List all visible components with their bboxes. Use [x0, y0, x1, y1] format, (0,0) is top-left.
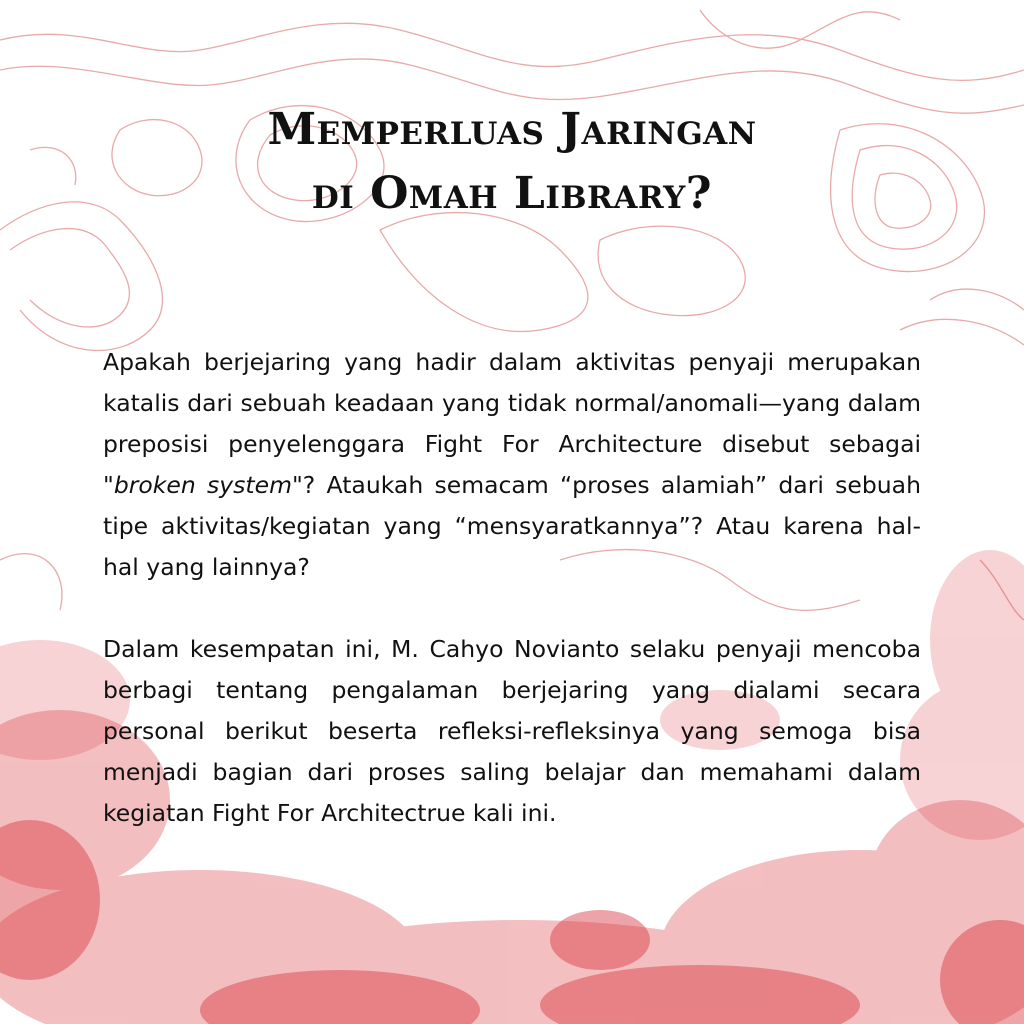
paragraph-1-italic: broken system [113, 471, 292, 499]
title-line-1: Memperluas Jaringan [267, 104, 757, 155]
paragraph-1-part-2: "? Ataukah semacam “proses alamiah” dari sebuah tipe aktivitas/kegiatan yang “mensyaratkannya”? Atau karena hal-hal yang lainnya? [103, 471, 921, 581]
paragraph-1-part-1: Apakah berjejaring yang hadir dalam aktivitas penyaji merupakan katalis dari sebuah keadaan yang tidak normal/anomali—yang dalam preposisi penyelenggara Fight For Architecture disebut sebagai " [103, 348, 921, 499]
title-line-2: di Omah Library? [311, 168, 713, 219]
paragraph-1 [103, 342, 921, 588]
page-title [0, 98, 1024, 226]
body-text [103, 342, 921, 834]
paragraph-2: Dalam kesempatan ini, M. Cahyo Novianto selaku penyaji mencoba berbagi tentang pengalaman berjejaring yang dialami secara personal berikut beserta refleksi-refleksinya yang semoga bisa menjadi bagian dari proses saling belajar dan memahami dalam kegiatan Fight For Architectrue kali ini. [103, 635, 921, 827]
